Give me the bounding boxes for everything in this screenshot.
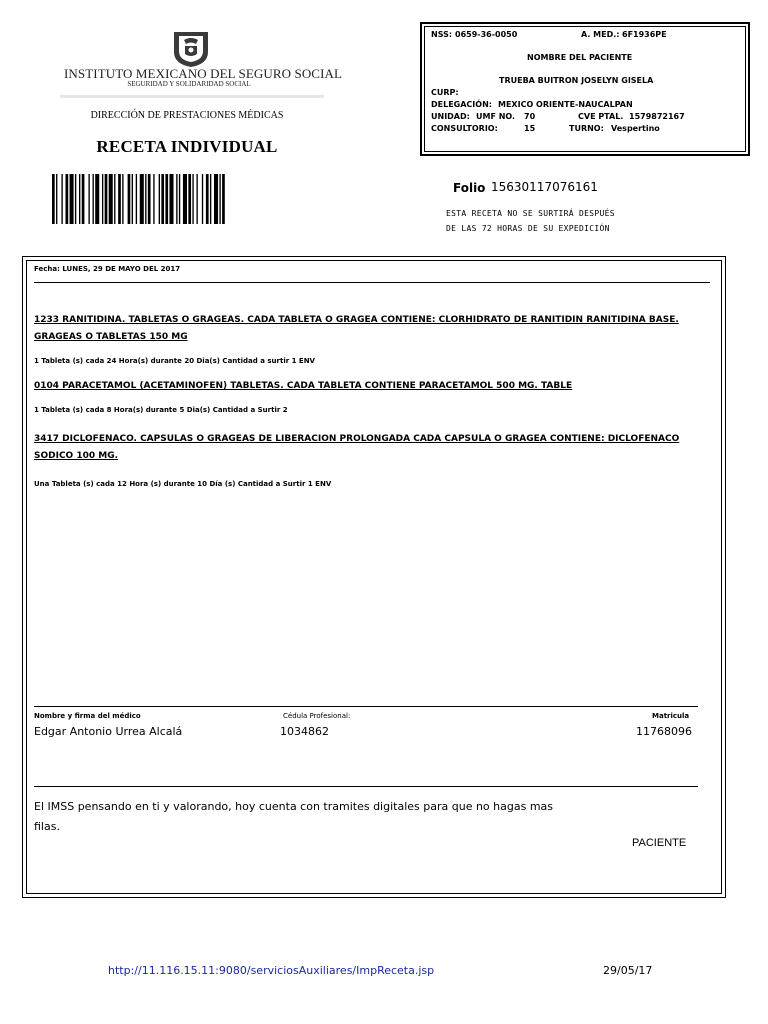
barcode-bar — [153, 174, 154, 224]
barcode-bar — [56, 174, 57, 224]
patient-info-box-inner — [424, 26, 746, 152]
consultorio-value: 15 — [524, 124, 536, 133]
unidad-label: UNIDAD: — [431, 112, 470, 121]
barcode-bar — [79, 174, 80, 224]
cve-label: CVE PTAL. — [578, 112, 624, 121]
barcode-bar — [196, 174, 197, 224]
print-date: 29/05/17 — [603, 964, 653, 977]
curp-label: CURP: — [431, 88, 459, 97]
direction-heading: DIRECCIÓN DE PRESTACIONES MÉDICAS — [90, 110, 284, 121]
turno-value: Vespertino — [611, 124, 660, 133]
barcode-bar — [132, 174, 133, 224]
barcode-bar — [145, 174, 146, 224]
header-divider — [60, 95, 324, 98]
medication-dose: 1 Tableta (s) cada 24 Hora(s) durante 20 Dia(s) Cantidad a surtir 1 ENV — [34, 357, 315, 365]
barcode-bar — [122, 174, 123, 224]
barcode-bar — [214, 174, 218, 224]
copy-label: PACIENTE — [632, 837, 687, 849]
matricula-value: 11768096 — [636, 725, 692, 738]
barcode-bar — [169, 174, 173, 224]
barcode-bar — [105, 174, 108, 224]
barcode-bar — [82, 174, 85, 224]
cedula-label: Cédula Profesional: — [283, 712, 351, 720]
nss-value: 0659-36-0050 — [455, 30, 518, 39]
footer-divider — [34, 786, 698, 787]
barcode-bar — [70, 174, 74, 224]
barcode-bar — [192, 174, 193, 224]
validity-notice-line2: DE LAS 72 HORAS DE SU EXPEDICIÓN — [446, 224, 610, 233]
doctor-name-label: Nombre y firma del médico — [34, 712, 141, 720]
medication-title: 1233 RANITIDINA. TABLETAS O GRAGEAS. CADA TABLETA O GRAGEA CONTIENE: CLORHIDRATO DE RANITIDIN RANITIDINA BASE. GRAGEAS O TABLETAS 150 MG — [34, 315, 679, 342]
barcode-bar — [210, 174, 211, 224]
medication-dose: 1 Tableta (s) cada 8 Hora(s) durante 5 Dia(s) Cantidad a Surtir 2 — [34, 406, 288, 414]
doctor-name: Edgar Antonio Urrea Alcalá — [34, 725, 183, 738]
medication-dose: Una Tableta (s) cada 12 Hora (s) durante 10 Día (s) Cantidad a Surtir 1 ENV — [34, 480, 332, 488]
barcode-bar — [109, 174, 113, 224]
page-title: RECETA INDIVIDUAL — [96, 137, 278, 156]
page-url: http://11.116.15.11:9080/serviciosAuxiliares/ImpReceta.jsp — [108, 964, 435, 977]
barcode-bar — [206, 174, 209, 224]
barcode-bar — [219, 174, 220, 224]
unidad-value: UMF NO. — [476, 112, 516, 121]
delegacion-label: DELEGACIÓN: — [431, 100, 492, 109]
patient-name: TRUEBA BUITRON JOSELYN GISELA — [499, 76, 654, 85]
barcode-bar — [75, 174, 76, 224]
barcode-bar — [165, 174, 168, 224]
delegacion-value: MEXICO ORIENTE-NAUCALPAN — [498, 100, 633, 109]
imss-logo — [170, 30, 212, 68]
validity-notice-line1: ESTA RECETA NO SE SURTIRÁ DESPUÉS — [446, 209, 615, 218]
signature-divider — [34, 706, 698, 707]
barcode-bar — [183, 174, 187, 224]
institution-subtitle: SEGURIDAD Y SOLIDARIDAD SOCIAL — [127, 80, 251, 88]
cve-value: 1579872167 — [629, 112, 685, 121]
barcode-bar — [161, 174, 164, 224]
folio-label: Folio — [453, 181, 486, 195]
institution-name: INSTITUTO MEXICANO DEL SEGURO SOCIAL — [64, 66, 343, 81]
matricula-label: Matricula — [652, 712, 690, 720]
barcode-bar — [102, 174, 103, 224]
barcode-bar — [176, 174, 177, 224]
medication-title: 0104 PARACETAMOL (ACETAMINOFEN) TABLETAS. CADA TABLETA CONTIENE PARACETAMOL 500 MG. TABLE — [34, 381, 573, 391]
barcode-bar — [188, 174, 191, 224]
barcode-bar — [93, 174, 94, 224]
date-divider — [34, 282, 710, 283]
barcode — [52, 174, 320, 224]
barcode-bar — [202, 174, 203, 224]
barcode-bar — [179, 174, 180, 224]
imss-message: El IMSS pensando en ti y valorando, hoy cuenta con tramites digitales para que no hagas mas filas. — [34, 800, 554, 833]
barcode-bar — [140, 174, 144, 224]
barcode-bar — [52, 174, 55, 224]
unidad-number: 70 — [524, 112, 536, 121]
consultorio-label: CONSULTORIO: — [431, 124, 498, 133]
barcode-bar — [114, 174, 115, 224]
amed-label: A. MED.: — [581, 30, 620, 39]
barcode-bar — [159, 174, 160, 224]
barcode-bar — [88, 174, 89, 224]
prescription-date: Fecha: LUNES, 29 DE MAYO DEL 2017 — [34, 265, 181, 273]
nss-label: NSS: — [431, 30, 453, 39]
barcode-bar — [136, 174, 137, 224]
patient-name-label: NOMBRE DEL PACIENTE — [527, 53, 633, 62]
amed-value: 6F1936PE — [622, 30, 667, 39]
barcode-bar — [61, 174, 62, 224]
barcode-bar — [95, 174, 99, 224]
barcode-bar — [66, 174, 69, 224]
barcode-bar — [222, 174, 225, 224]
cedula-value: 1034862 — [280, 725, 329, 738]
medication-title: 3417 DICLOFENACO. CAPSULAS O GRAGEAS DE LIBERACION PROLONGADA CADA CAPSULA O GRAGEA CONTIENE: DICLOFENACO SODICO 100 MG. — [34, 434, 680, 461]
barcode-bar — [128, 174, 131, 224]
turno-label: TURNO: — [569, 124, 604, 133]
folio-value: 15630117076161 — [491, 180, 598, 194]
barcode-bar — [118, 174, 121, 224]
barcode-bar — [148, 174, 151, 224]
